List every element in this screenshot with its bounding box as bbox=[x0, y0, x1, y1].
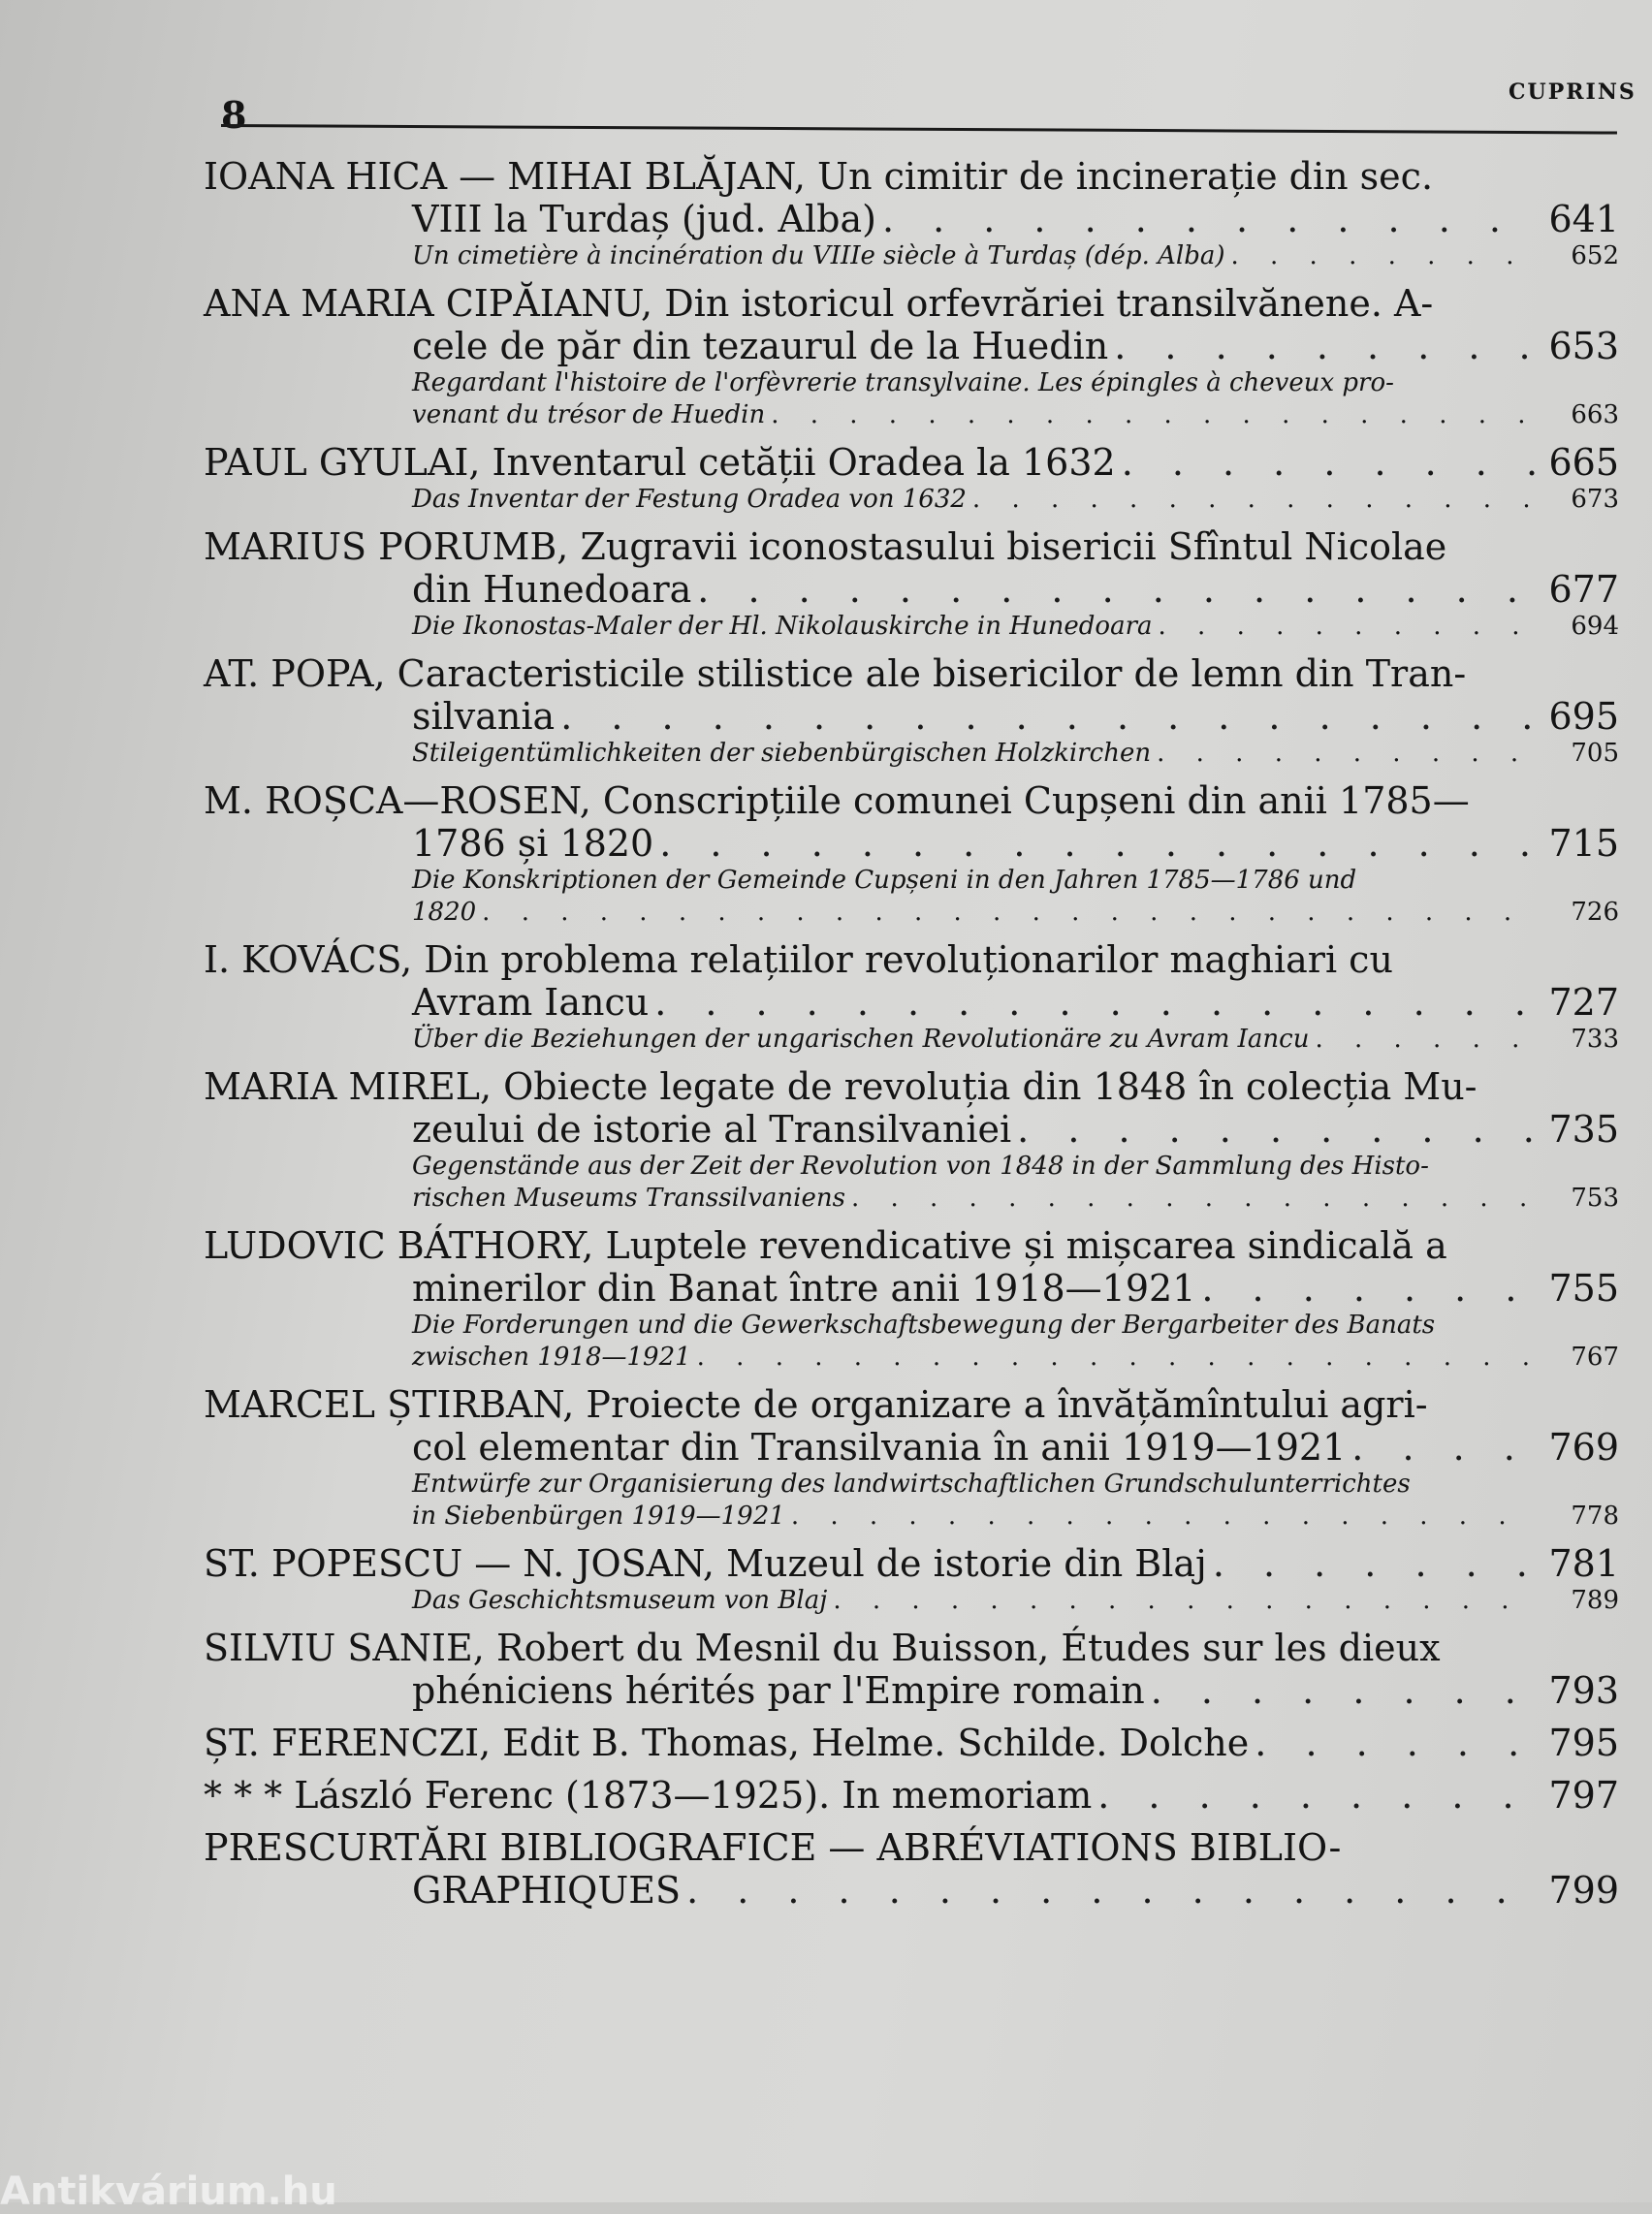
dot-leader bbox=[1122, 441, 1536, 484]
entry-page-number: 799 bbox=[1548, 1869, 1619, 1912]
entry-title-text: PRESCURTĂRI BIBLIOGRAFICE — ABRÉVIATIONS BIBLIO- bbox=[204, 1826, 1342, 1869]
entry-title-text: phéniciens hérités par l'Empire romain bbox=[412, 1669, 1145, 1712]
entry-page-number: 727 bbox=[1548, 981, 1619, 1024]
dot-leader bbox=[560, 695, 1536, 738]
entry-title-continuation bbox=[204, 568, 1619, 611]
entry-title-text: PAUL GYULAI, Inventarul cetății Oradea la 1632 bbox=[204, 441, 1116, 484]
entry-page-number: 797 bbox=[1548, 1774, 1619, 1817]
entry-title-line bbox=[204, 779, 1619, 822]
entry-title-text: Avram Iancu bbox=[412, 981, 650, 1024]
entry-page-number: 755 bbox=[1548, 1267, 1619, 1310]
dot-leader bbox=[1315, 1024, 1536, 1056]
dot-leader bbox=[686, 1869, 1536, 1912]
entry-title-line bbox=[204, 1383, 1619, 1426]
entry-summary-line bbox=[204, 1183, 1619, 1215]
summary-page-number: 753 bbox=[1571, 1184, 1619, 1213]
entry-page-number: 653 bbox=[1548, 325, 1619, 367]
toc-entry bbox=[204, 1774, 1619, 1817]
header-rule bbox=[221, 124, 1617, 135]
dot-leader bbox=[882, 198, 1536, 240]
dot-leader bbox=[972, 484, 1536, 516]
dot-leader bbox=[771, 399, 1536, 431]
entry-title-text: ANA MARIA CIPĂIANU, Din istoricul orfevrăriei transilvănene. A- bbox=[204, 282, 1434, 325]
dot-leader bbox=[1151, 1669, 1536, 1712]
summary-page-number: 663 bbox=[1571, 400, 1619, 429]
toc-entry bbox=[204, 1627, 1619, 1712]
entry-title-line bbox=[204, 1627, 1619, 1669]
entry-title-text: ȘT. FERENCZI, Edit B. Thomas, Helme. Schilde. Dolche bbox=[204, 1722, 1250, 1764]
entry-summary-text: Das Geschichtsmuseum von Blaj bbox=[412, 1586, 828, 1615]
entry-page-number: 641 bbox=[1548, 198, 1619, 240]
toc-entry bbox=[204, 779, 1619, 929]
entry-title-text: MARCEL ȘTIRBAN, Proiecte de organizare a învățămîntului agri- bbox=[204, 1383, 1428, 1426]
entry-page-number: 715 bbox=[1548, 822, 1619, 865]
summary-page-number: 789 bbox=[1571, 1586, 1619, 1615]
summary-page-number: 767 bbox=[1571, 1343, 1619, 1372]
entry-summary-line bbox=[204, 367, 1619, 399]
entry-title-text: 1786 și 1820 bbox=[412, 822, 654, 865]
entry-summary-line bbox=[204, 897, 1619, 929]
entry-summary-text: Regardant l'histoire de l'orfèvrerie transylvaine. Les épingles à cheveux pro- bbox=[412, 368, 1394, 397]
entry-title-text: SILVIU SANIE, Robert du Mesnil du Buisson, Études sur les dieux bbox=[204, 1627, 1441, 1669]
toc-entry bbox=[204, 155, 1619, 272]
entry-title-line bbox=[204, 1224, 1619, 1267]
summary-page-number: 778 bbox=[1571, 1502, 1619, 1531]
entry-title-continuation bbox=[204, 1267, 1619, 1310]
dot-leader bbox=[697, 568, 1536, 611]
entry-summary-text: Un cimetière à incinération du VIIIe siècle à Turdaș (dép. Alba) bbox=[412, 241, 1225, 270]
entry-title-text: zeului de istorie al Transilvaniei bbox=[412, 1108, 1012, 1151]
toc-entry bbox=[204, 652, 1619, 770]
entry-title-continuation bbox=[204, 198, 1619, 240]
dot-leader bbox=[833, 1585, 1536, 1617]
toc-entry bbox=[204, 1065, 1619, 1215]
dot-leader bbox=[1201, 1267, 1536, 1310]
page-number: 8 bbox=[221, 93, 247, 137]
entry-title-line bbox=[204, 1774, 1619, 1817]
toc-entry bbox=[204, 1224, 1619, 1374]
toc-entry bbox=[204, 1826, 1619, 1912]
dot-leader bbox=[1017, 1108, 1536, 1151]
dot-leader bbox=[1114, 325, 1536, 367]
watermark: Antikvárium.hu bbox=[0, 2169, 337, 2214]
entry-title-text: * * * László Ferenc (1873—1925). In memoriam bbox=[204, 1774, 1093, 1817]
dot-leader bbox=[654, 981, 1536, 1024]
entry-title-continuation bbox=[204, 325, 1619, 367]
table-of-contents bbox=[204, 155, 1619, 1921]
entry-title-text: minerilor din Banat între anii 1918—1921 bbox=[412, 1267, 1196, 1310]
entry-title-line bbox=[204, 1722, 1619, 1764]
entry-title-continuation bbox=[204, 822, 1619, 865]
entry-title-text: MARIA MIREL, Obiecte legate de revoluția din 1848 în colecția Mu- bbox=[204, 1065, 1477, 1108]
entry-title-line bbox=[204, 1542, 1619, 1585]
toc-entry bbox=[204, 938, 1619, 1056]
entry-summary-text: Stileigentümlichkeiten der siebenbürgischen Holzkirchen bbox=[412, 739, 1152, 768]
entry-summary-text: in Siebenbürgen 1919—1921 bbox=[412, 1502, 785, 1531]
dot-leader bbox=[482, 897, 1536, 929]
entry-title-text: silvania bbox=[412, 695, 556, 738]
entry-page-number: 735 bbox=[1548, 1108, 1619, 1151]
entry-summary-line bbox=[204, 399, 1619, 431]
summary-page-number: 726 bbox=[1571, 898, 1619, 927]
toc-entry bbox=[204, 1542, 1619, 1617]
entry-title-text: ST. POPESCU — N. JOSAN, Muzeul de istorie din Blaj bbox=[204, 1542, 1207, 1585]
toc-entry bbox=[204, 525, 1619, 643]
entry-title-text: din Hunedoara bbox=[412, 568, 692, 611]
entry-title-text: MARIUS PORUMB, Zugravii iconostasului bisericii Sfîntul Nicolae bbox=[204, 525, 1447, 568]
summary-page-number: 652 bbox=[1571, 241, 1619, 270]
toc-entry bbox=[204, 282, 1619, 431]
entry-title-continuation bbox=[204, 981, 1619, 1024]
entry-page-number: 793 bbox=[1548, 1669, 1619, 1712]
entry-summary-line bbox=[204, 1151, 1619, 1183]
entry-summary-text: rischen Museums Transsilvaniens bbox=[412, 1184, 845, 1213]
entry-title-line bbox=[204, 1826, 1619, 1869]
entry-title-continuation bbox=[204, 1426, 1619, 1469]
entry-title-line bbox=[204, 525, 1619, 568]
entry-title-line bbox=[204, 282, 1619, 325]
entry-title-text: cele de păr din tezaurul de la Huedin bbox=[412, 325, 1109, 367]
entry-summary-text: Entwürfe zur Organisierung des landwirtschaftlichen Grundschulunterrichtes bbox=[412, 1470, 1411, 1499]
entry-summary-line bbox=[204, 484, 1619, 516]
entry-summary-text: 1820 bbox=[412, 898, 477, 927]
entry-title-line bbox=[204, 938, 1619, 981]
dot-leader bbox=[1097, 1774, 1536, 1817]
entry-title-continuation bbox=[204, 1108, 1619, 1151]
toc-entry bbox=[204, 1383, 1619, 1533]
summary-page-number: 673 bbox=[1571, 485, 1619, 514]
entry-page-number: 665 bbox=[1548, 441, 1619, 484]
entry-summary-text: venant du trésor de Huedin bbox=[412, 400, 766, 429]
entry-summary-line bbox=[204, 865, 1619, 897]
dot-leader bbox=[1159, 611, 1536, 643]
entry-page-number: 677 bbox=[1548, 568, 1619, 611]
entry-page-number: 795 bbox=[1548, 1722, 1619, 1764]
entry-title-continuation bbox=[204, 1669, 1619, 1712]
entry-summary-text: Gegenstände aus der Zeit der Revolution von 1848 in der Sammlung des Histo- bbox=[412, 1152, 1429, 1181]
entry-title-text: IOANA HICA — MIHAI BLĂJAN, Un cimitir de incinerație din sec. bbox=[204, 155, 1434, 198]
entry-title-line bbox=[204, 1065, 1619, 1108]
entry-summary-text: Die Forderungen und die Gewerkschaftsbewegung der Bergarbeiter des Banats bbox=[412, 1311, 1436, 1340]
entry-title-text: col elementar din Transilvania în anii 1919—1921 bbox=[412, 1426, 1347, 1469]
summary-page-number: 694 bbox=[1571, 612, 1619, 641]
entry-summary-line bbox=[204, 611, 1619, 643]
entry-title-text: VIII la Turdaș (jud. Alba) bbox=[412, 198, 876, 240]
summary-page-number: 733 bbox=[1571, 1025, 1619, 1054]
entry-summary-text: Das Inventar der Festung Oradea von 1632 bbox=[412, 485, 967, 514]
entry-title-line bbox=[204, 155, 1619, 198]
dot-leader bbox=[1351, 1426, 1536, 1469]
entry-title-continuation bbox=[204, 695, 1619, 738]
entry-page-number: 769 bbox=[1548, 1426, 1619, 1469]
entry-summary-line bbox=[204, 1501, 1619, 1533]
dot-leader bbox=[791, 1501, 1536, 1533]
toc-entry bbox=[204, 441, 1619, 516]
running-head: CUPRINS bbox=[1509, 79, 1636, 105]
entry-summary-line bbox=[204, 1469, 1619, 1501]
dot-leader bbox=[1231, 240, 1537, 272]
dot-leader bbox=[697, 1342, 1536, 1374]
entry-title-continuation bbox=[204, 1869, 1619, 1912]
entry-summary-text: Über die Beziehungen der ungarischen Revolutionäre zu Avram Iancu bbox=[412, 1025, 1310, 1054]
toc-entry bbox=[204, 1722, 1619, 1764]
entry-summary-line bbox=[204, 1585, 1619, 1617]
dot-leader bbox=[1213, 1542, 1536, 1585]
entry-summary-line bbox=[204, 1024, 1619, 1056]
entry-summary-text: Die Konskriptionen der Gemeinde Cupșeni in den Jahren 1785—1786 und bbox=[412, 866, 1357, 895]
entry-summary-line bbox=[204, 240, 1619, 272]
summary-page-number: 705 bbox=[1571, 739, 1619, 768]
entry-title-text: I. KOVÁCS, Din problema relațiilor revoluționarilor maghiari cu bbox=[204, 938, 1393, 981]
entry-summary-line bbox=[204, 738, 1619, 770]
entry-title-text: GRAPHIQUES bbox=[412, 1869, 682, 1912]
entry-page-number: 781 bbox=[1548, 1542, 1619, 1585]
dot-leader bbox=[1157, 738, 1536, 770]
entry-page-number: 695 bbox=[1548, 695, 1619, 738]
entry-title-line bbox=[204, 441, 1619, 484]
entry-summary-line bbox=[204, 1310, 1619, 1342]
entry-title-text: AT. POPA, Caracteristicile stilistice ale bisericilor de lemn din Tran- bbox=[204, 652, 1467, 695]
dot-leader bbox=[1255, 1722, 1536, 1764]
entry-title-line bbox=[204, 652, 1619, 695]
entry-summary-text: zwischen 1918—1921 bbox=[412, 1343, 691, 1372]
entry-title-text: M. ROȘCA—ROSEN, Conscripțiile comunei Cupșeni din anii 1785— bbox=[204, 779, 1470, 822]
entry-summary-line bbox=[204, 1342, 1619, 1374]
dot-leader bbox=[659, 822, 1536, 865]
entry-summary-text: Die Ikonostas-Maler der Hl. Nikolauskirche in Hunedoara bbox=[412, 612, 1153, 641]
dot-leader bbox=[851, 1183, 1536, 1215]
entry-title-text: LUDOVIC BÁTHORY, Luptele revendicative și mișcarea sindicală a bbox=[204, 1224, 1447, 1267]
